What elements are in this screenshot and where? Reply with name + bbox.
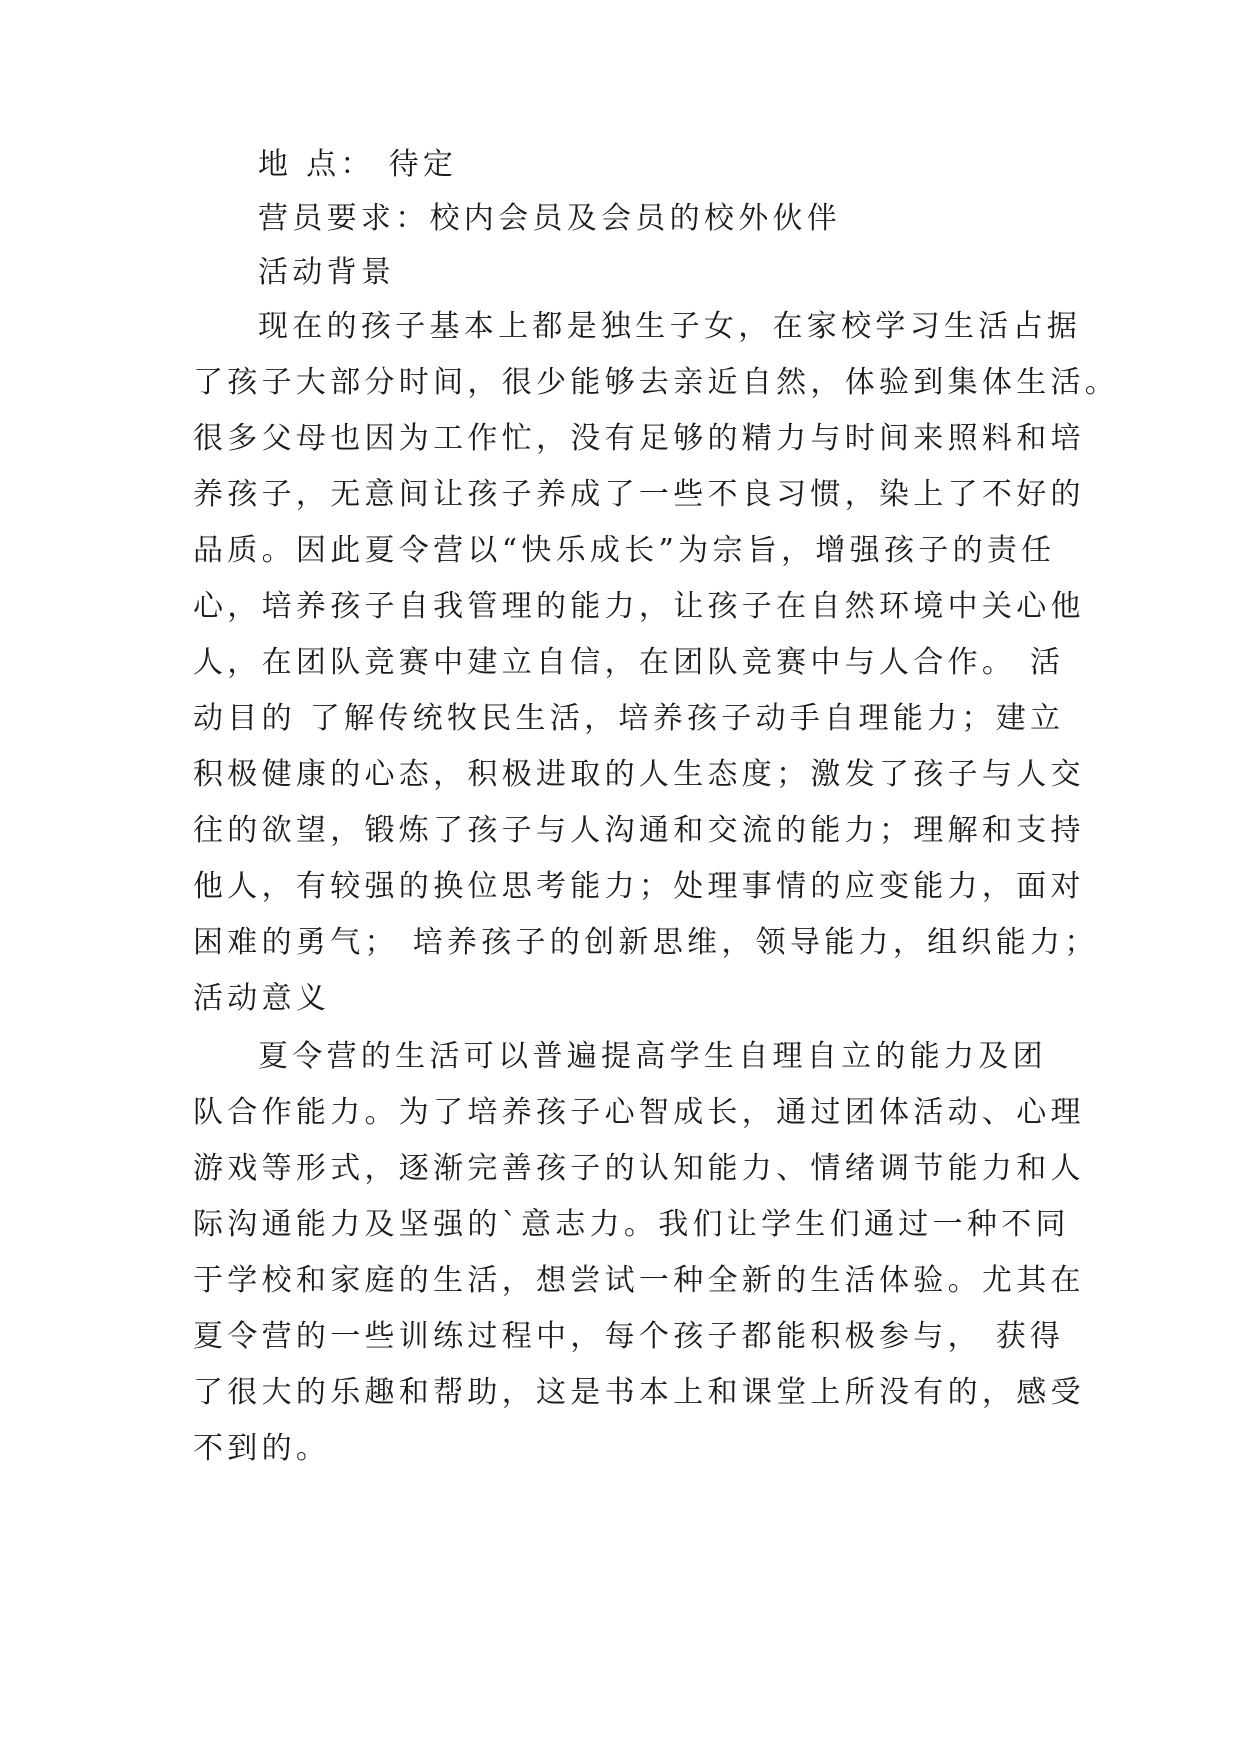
paragraph-line: 不到的。 xyxy=(193,1431,331,1466)
paragraph-line: 于学校和家庭的生活，想尝试一种全新的生活体验。尤其在 xyxy=(193,1263,1085,1298)
paragraph-line: 夏令营的一些训练过程中，每个孩子都能积极参与， 获得 xyxy=(193,1319,1065,1354)
section-heading-background: 活动背景 xyxy=(258,255,396,290)
section-heading-significance: 活动意义 xyxy=(193,981,331,1016)
paragraph-line: 夏令营的生活可以普遍提高学生自理自立的能力及团 xyxy=(258,1039,1047,1074)
paragraph-line: 现在的孩子基本上都是独生子女，在家校学习生活占据 xyxy=(258,309,1082,344)
paragraph-line: 积极健康的心态，积极进取的人生态度；激发了孩子与人交 xyxy=(193,757,1085,792)
paragraph-line: 游戏等形式，逐渐完善孩子的认知能力、情绪调节能力和人 xyxy=(193,1151,1085,1186)
paragraph-line: 心，培养孩子自我管理的能力，让孩子在自然环境中关心他 xyxy=(193,589,1085,624)
paragraph-line: 人，在团队竞赛中建立自信，在团队竞赛中与人合作。 活 xyxy=(193,645,1065,680)
paragraph-line: 往的欲望，锻炼了孩子与人沟通和交流的能力；理解和支持 xyxy=(193,813,1085,848)
paragraph-line: 队合作能力。为了培养孩子心智成长，通过团体活动、心理 xyxy=(193,1095,1085,1130)
paragraph-line: 品质。因此夏令营以“快乐成长”为宗旨，增强孩子的责任 xyxy=(193,533,1056,568)
paragraph-line: 际沟通能力及坚强的`意志力。我们让学生们通过一种不同 xyxy=(193,1207,1070,1242)
requirement-line: 营员要求：校内会员及会员的校外伙伴 xyxy=(258,201,842,236)
paragraph-line: 了很大的乐趣和帮助，这是书本上和课堂上所没有的，感受 xyxy=(193,1375,1085,1410)
paragraph-line: 动目的 了解传统牧民生活，培养孩子动手自理能力；建立 xyxy=(193,701,1065,736)
paragraph-line: 养孩子，无意间让孩子养成了一些不良习惯，染上了不好的 xyxy=(193,477,1085,512)
paragraph-line: 困难的勇气； 培养孩子的创新思维，领导能力，组织能力； xyxy=(193,925,1099,960)
paragraph-line: 他人，有较强的换位思考能力；处理事情的应变能力，面对 xyxy=(193,869,1085,904)
paragraph-line: 了孩子大部分时间，很少能够去亲近自然，体验到集体生活。 xyxy=(193,365,1120,400)
location-line: 地 点： 待定 xyxy=(258,147,458,182)
paragraph-line: 很多父母也因为工作忙，没有足够的精力与时间来照料和培 xyxy=(193,421,1085,456)
